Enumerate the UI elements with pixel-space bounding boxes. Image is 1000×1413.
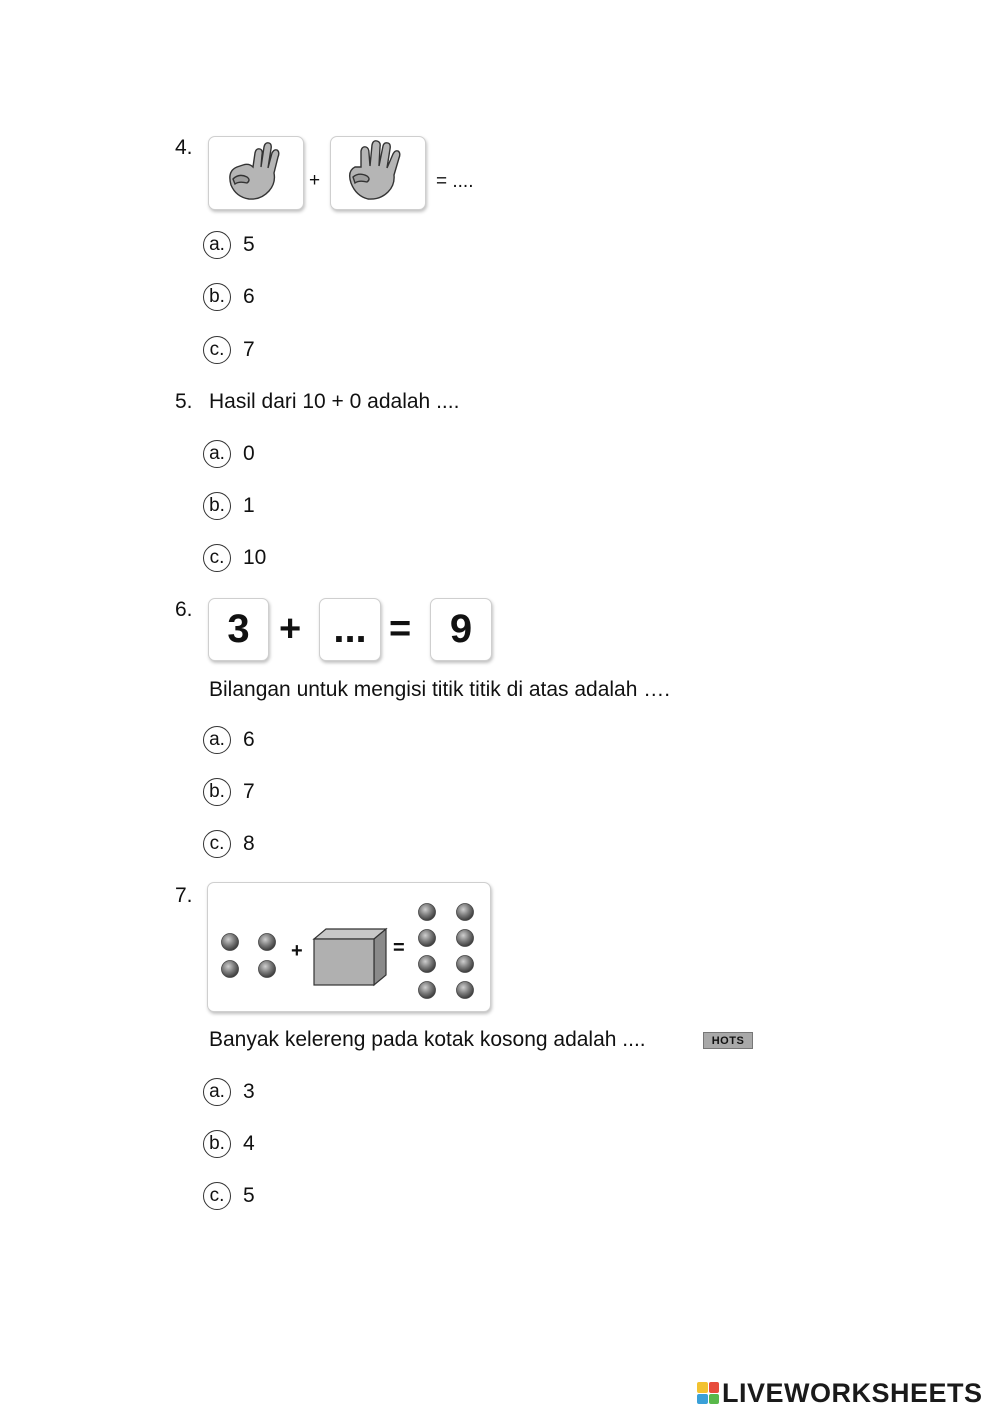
option-letter[interactable]: b. [203,283,231,311]
hand-four-fingers-icon [331,137,424,208]
blank-number-box: ... [319,598,381,661]
question-7-text: Banyak kelereng pada kotak kosong adalah .... [209,1028,646,1051]
option-letter[interactable]: b. [203,778,231,806]
option-value: 8 [243,832,255,855]
liveworksheets-logo-text: LIVEWORKSHEETS [722,1377,983,1408]
marble-group-right [419,904,474,999]
question-6-text: Bilangan untuk mengisi titik titik di atas adalah …. [209,678,671,701]
option-letter[interactable]: b. [203,492,231,520]
option-value: 7 [243,780,255,803]
option-value: 3 [243,1080,255,1103]
option-value: 7 [243,338,255,361]
q7-option-c[interactable] [203,1181,255,1211]
number-box-3: 3 [208,598,269,661]
marble-group-left [222,934,276,978]
option-value: 5 [243,1184,255,1207]
q6-option-b[interactable] [203,777,255,807]
question-5-text: Hasil dari 10 + 0 adalah .... [209,390,460,413]
q6-option-a[interactable] [203,725,255,755]
q7-equals-sign: = [393,937,405,959]
option-letter[interactable]: a. [203,1078,231,1106]
option-letter[interactable]: b. [203,1130,231,1158]
q6-option-c[interactable] [203,829,255,859]
option-letter[interactable]: c. [203,830,231,858]
question-5-number: 5. [175,390,193,413]
q4-plus-sign: + [309,170,321,191]
q4-option-b[interactable] [203,282,255,312]
option-value: 10 [243,546,267,569]
option-value: 5 [243,233,255,256]
option-letter[interactable]: a. [203,726,231,754]
liveworksheets-logo-icon [697,1382,719,1404]
hand-three-fingers-icon [209,137,302,208]
question-6-number: 6. [175,598,193,621]
hand-image-card [208,136,304,210]
number-box-9: 9 [430,598,492,661]
q4-option-c[interactable] [203,335,255,365]
option-letter[interactable]: c. [203,544,231,572]
q5-option-c[interactable] [203,543,266,573]
marble-equation-card [207,882,491,1012]
question-4-number: 4. [175,136,193,159]
marble-equation-image [208,883,489,1010]
option-value: 4 [243,1132,255,1155]
q7-option-b[interactable] [203,1129,255,1159]
q7-plus-sign: + [291,940,303,962]
q7-option-a[interactable] [203,1077,255,1107]
q5-option-b[interactable] [203,491,255,521]
option-letter[interactable]: a. [203,440,231,468]
option-letter[interactable]: a. [203,231,231,259]
question-7-number: 7. [175,884,193,907]
hots-badge: HOTS [703,1032,753,1049]
hand-image-card [330,136,426,210]
option-value: 1 [243,494,255,517]
q6-plus-sign: + [279,608,302,650]
q4-equals-blank: = .... [436,171,474,192]
q5-option-a[interactable] [203,439,255,469]
q6-equals-sign: = [389,608,412,650]
option-value: 6 [243,285,255,308]
liveworksheets-logo[interactable] [697,1378,983,1408]
empty-box [314,929,386,985]
option-value: 0 [243,442,255,465]
option-value: 6 [243,728,255,751]
q4-option-a[interactable] [203,230,255,260]
option-letter[interactable]: c. [203,1182,231,1210]
option-letter[interactable]: c. [203,336,231,364]
